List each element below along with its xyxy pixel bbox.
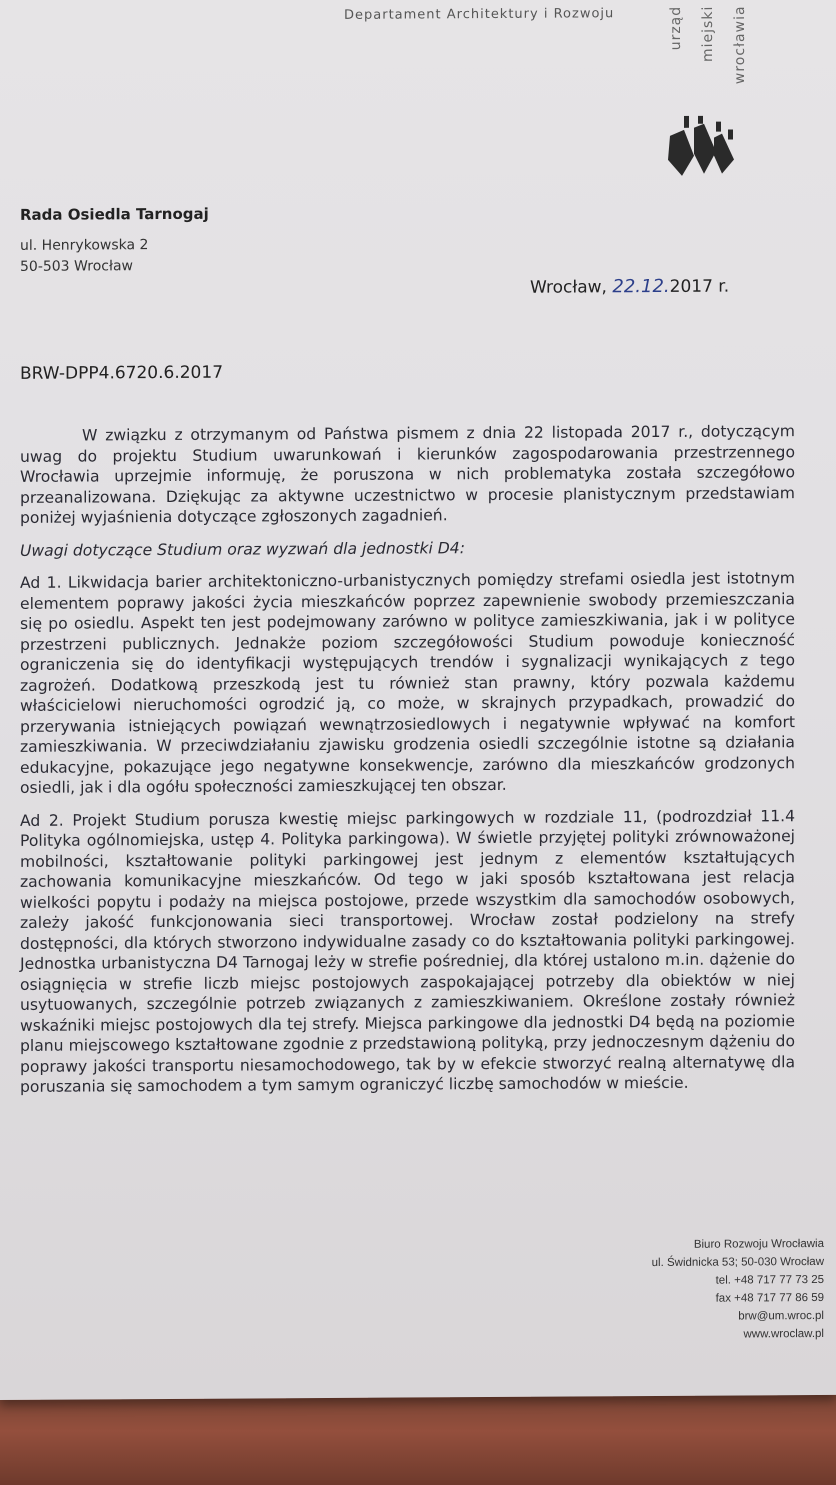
footer-website: www.wroclaw.pl	[743, 1327, 824, 1341]
date-place: Wrocław,	[530, 277, 607, 298]
date-handwritten: 22.12.	[612, 275, 670, 298]
footer-office: Biuro Rozwoju Wrocławia	[693, 1237, 824, 1251]
city-emblem-icon	[664, 115, 744, 177]
intro-paragraph: W związku z otrzymanym od Państwa pismem z dnia 22 listopada 2017 r., dotyczącym uwag do projektu Studium uwarunkowań i kierunków zagospodarowania przestrzennego Wrocławia uprzejmie informuję, że poruszona w nich problematyka została szczegółowo przeanalizowana. Dziękując za aktywne uczestnictwo w procesie planistycznym przedstawiam poniżej wyjaśnienia dotyczące zgłoszonych zagadnień.	[20, 422, 795, 527]
recipient-block	[20, 205, 209, 275]
letter-body	[20, 421, 795, 1109]
footer-email: brw@um.wroc.pl	[738, 1309, 824, 1323]
recipient-name: Rada Osiedla Tarnogaj	[20, 204, 209, 224]
ad2-paragraph: Ad 2. Projekt Studium porusza kwestię miejsc parkingowych w rozdziale 11, (podrozdział 11.4 Polityka ogólnomiejska, ustęp 4. Polityka parkingowa). W świetle przyjętej polityki zrównoważonej mobilności, kształtowanie polityki parkingowej jest jednym z elementów kształtujących zachowania komunikacyjne mieszkańców. Od tego w jaki sposób kształtowana jest relacja wielkości popytu i podaży na miejsca postojowe, przede wszystkim dla samochodów osobowych, zależy jakość funkcjonowania sieci transportowej. Wrocław został podzielony na strefy dostępności, dla których stworzono indywidualne zasady co do kształtowania polityki parkingowej. Jednostka urbanistyczna D4 Tarnogaj leży w strefie pośredniej, dla której ustalono m.in. dążenie do osiągnięcia w strefie liczb miejsc postojowych zaspokajającej potrzeby dla obiektów w niej usytuowanych, szczególnie potrzeb związanych z zamieszkiwaniem. Określone zostały również wskaźniki miejsc postojowych dla tej strefy. Miejsca parkingowe dla jednostki D4 będą na poziomie planu miejscowego kształtowane zgodnie z przedstawioną polityką, przy jednoczesnym dążeniu do poprawy jakości transportu niesamochodowego, tak by w efekcie stworzyć realną alternatywę dla poruszania się samochodem a tym samym ograniczyć liczbę samochodów w mieście.	[20, 806, 795, 1096]
logo-word-wroclawia: wrocławia	[732, 5, 748, 85]
contact-footer	[652, 1235, 824, 1344]
logo-word-miejski: miejski	[700, 5, 716, 63]
city-office-logo	[660, 0, 770, 188]
footer-address: ul. Świdnicka 53; 50-030 Wrocław	[651, 1255, 824, 1270]
recipient-street: ul. Henrykowska 2	[20, 237, 149, 254]
letter-date	[530, 276, 729, 298]
reference-number: BRW-DPP4.6720.6.2017	[20, 362, 224, 384]
footer-tel: tel. +48 717 77 73 25	[715, 1273, 824, 1287]
section-heading: Uwagi dotyczące Studium oraz wyzwań dla jednostki D4:	[20, 538, 465, 560]
footer-fax: fax +48 717 77 86 59	[715, 1291, 824, 1305]
date-year: 2017 r.	[669, 276, 730, 297]
recipient-postal-city: 50-503 Wrocław	[20, 258, 133, 275]
department-header: Departament Architektury i Rozwoju	[344, 6, 615, 23]
table-surface	[0, 1395, 836, 1485]
ad1-paragraph: Ad 1. Likwidacja barier architektoniczno-urbanistycznych pomiędzy strefami osiedla jest istotnym elementem poprawy jakości życia mieszkańców poprzez zapewnienie swobody przemieszczania się po osiedlu. Aspekt ten jest podejmowany zarówno w polityce zamieszkiwania, jak i w polityce przestrzeni publicznych. Jednakże poziom szczegółowości Studium powoduje konieczność ograniczenia się do identyfikacji występujących trendów i sygnalizacji wynikających z tego zagrożeń. Dodatkową przeszkodą jest tu również stan prawny, który pozwala każdemu właścicielowi nieruchomości ogrodzić ją, co może, w skrajnych przypadkach, prowadzić do przerywania istniejących powiązań wewnątrzosiedlowych i negatywnie wpływać na komfort zamieszkiwania. W przeciwdziałaniu zjawisku grodzenia osiedli szczególnie istotne są działania edukacyjne, pokazujące jego negatywne konsekwencje, zarówno dla mieszkańców grodzonych osiedli, jak i dla ogółu społeczności zamieszkującej ten obszar.	[20, 569, 795, 797]
logo-word-urzad: urząd	[668, 5, 684, 51]
